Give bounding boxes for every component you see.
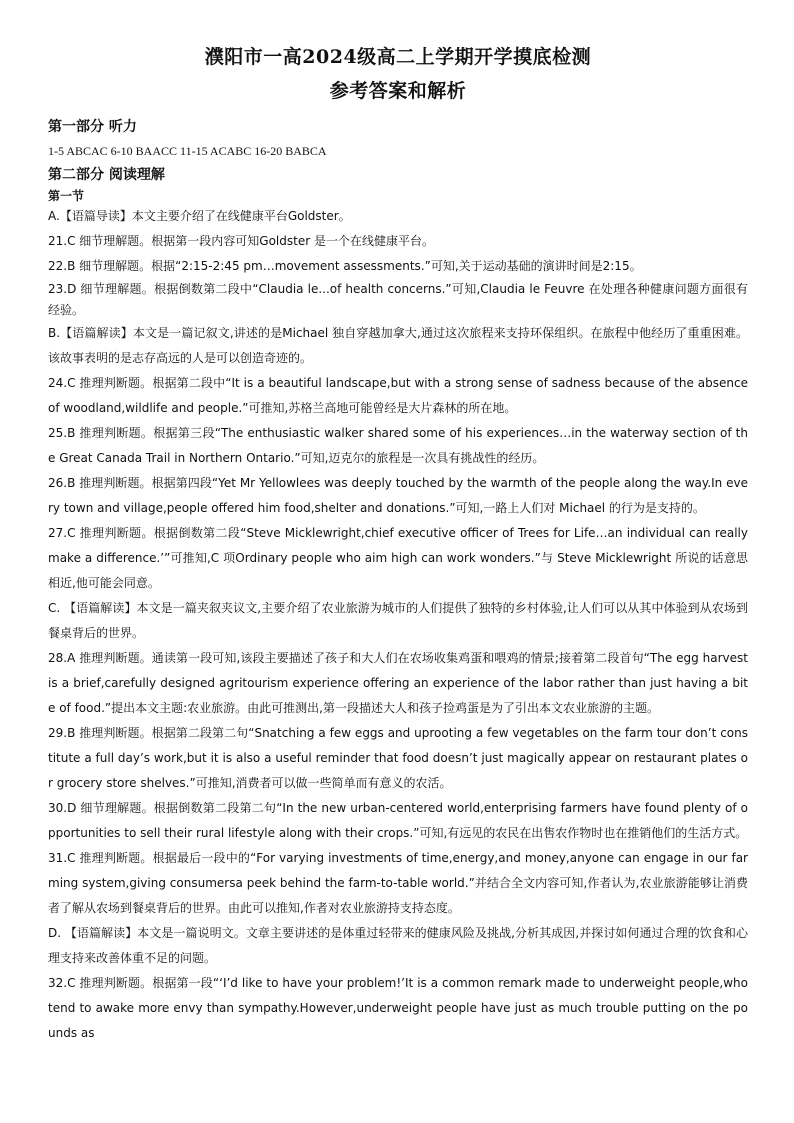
listening-answers: 1-5 ABCAC 6-10 BAACC 11-15 ACABC 16-20 BABCA: [48, 144, 327, 158]
answer-22: 22.B 细节理解题。根据“2:15-2:45 pm…movement assessments.”可知,关于运动基础的演讲时间是2:15。: [48, 259, 642, 273]
answer-document: [48, 40, 748, 1046]
answer-27: 27.C 推理判断题。根据倒数第二段“Steve Micklewright,chief executive officer of Trees for Life…an individual can really make a difference.’”可推知,C 项Ordinary people who aim high can work wonders.”与 Steve Micklewright 所说的话意思相近,他可能会同意。: [48, 526, 748, 590]
answer-28: 28.A 推理判断题。通读第一段可知,该段主要描述了孩子和大人们在农场收集鸡蛋和喂鸡的情景;接着第二段首句“The egg harvest is a brief,carefully designed agritourism experience offering an experience of the labor rather than just having a bite of food.”提出本文主题:农业旅游。由此可推测出,第一段描述大人和孩子捡鸡蛋是为了引出本文农业旅游的主题。: [48, 651, 748, 715]
answer-25: 25.B 推理判断题。根据第三段“The enthusiastic walker shared some of his experiences…in the waterway section of the Great Canada Trail in Northern Ontario.”可知,迈克尔的旅程是一次具有挑战性的经历。: [48, 426, 748, 465]
document-subtitle: 参考答案和解析: [329, 80, 467, 102]
passage-b-intro: B.【语篇解读】本文是一篇记叙文,讲述的是Michael 独自穿越加拿大,通过这次旅程来支持环保组织。在旅程中他经历了重重困难。该故事表明的是志存高远的人是可以创造奇迹的。: [48, 326, 748, 365]
section1-label: 第一节: [48, 189, 85, 203]
answer-30: 30.D 细节理解题。根据倒数第二段第二句“In the new urban-centered world,enterprising farmers have found plenty of opportunities to sell their rural lifestyle along with their crops.”可知,有远见的农民在出售农作物时也在推销他们的生活方式。: [48, 801, 748, 840]
answer-29: 29.B 推理判断题。根据第二段第二句“Snatching a few eggs and uprooting a few vegetables on the farm tour don’t constitute a full day’s work,but it is also a useful reminder that food doesn’t just magically appear on restaurant plates or grocery store shelves.”可推知,消费者可以做一些简单而有意义的农活。: [48, 726, 748, 790]
passage-d-intro: D. 【语篇解读】本文是一篇说明文。文章主要讲述的是体重过轻带来的健康风险及挑战,分析其成因,并探讨如何通过合理的饮食和心理支持来改善体重不足的问题。: [48, 926, 748, 965]
answer-23: 23.D 细节理解题。根据倒数第二段中“Claudia le...of health concerns.”可知,Claudia le Feuvre 在处理各种健康问题方面很有经验。: [48, 282, 748, 317]
answer-26: 26.B 推理判断题。根据第四段“Yet Mr Yellowlees was deeply touched by the warmth of the people along the way.In every town and village,people offered him food,shelter and donations.”可知,一路上人们对 Michael 的行为是支持的。: [48, 476, 748, 515]
passage-a-intro: A.【语篇导读】本文主要介绍了在线健康平台Goldster。: [48, 209, 351, 223]
passage-c-intro: C. 【语篇解读】本文是一篇夹叙夹议文,主要介绍了农业旅游为城市的人们提供了独特的乡村体验,让人们可以从其中体验到从农场到餐桌背后的世界。: [48, 601, 748, 640]
part2-heading: 第二部分 阅读理解: [48, 167, 165, 183]
answer-21: 21.C 细节理解题。根据第一段内容可知Goldster 是一个在线健康平台。: [48, 234, 434, 248]
part1-heading: 第一部分 听力: [48, 119, 137, 135]
answer-32: 32.C 推理判断题。根据第一段“‘I’d like to have your problem!’It is a common remark made to underweight people,who tend to awake more envy than sympathy.However,underweight people have just as much trouble putting on the pounds as: [48, 976, 748, 1040]
document-title: 濮阳市一高2024级高二上学期开学摸底检测: [204, 46, 592, 68]
answer-24: 24.C 推理判断题。根据第二段中“It is a beautiful landscape,but with a strong sense of sadness because of the absence of woodland,wildlife and people.”可推知,苏格兰高地可能曾经是大片森林的所在地。: [48, 376, 748, 415]
answer-31: 31.C 推理判断题。根据最后一段中的“For varying investments of time,energy,and money,anyone can engage in our farming system,giving consumersa peek behind the farm-to-table world.”并结合全文内容可知,作者认为,农业旅游能够让消费者了解从农场到餐桌背后的世界。由此可以推知,作者对农业旅游持支持态度。: [48, 851, 748, 915]
